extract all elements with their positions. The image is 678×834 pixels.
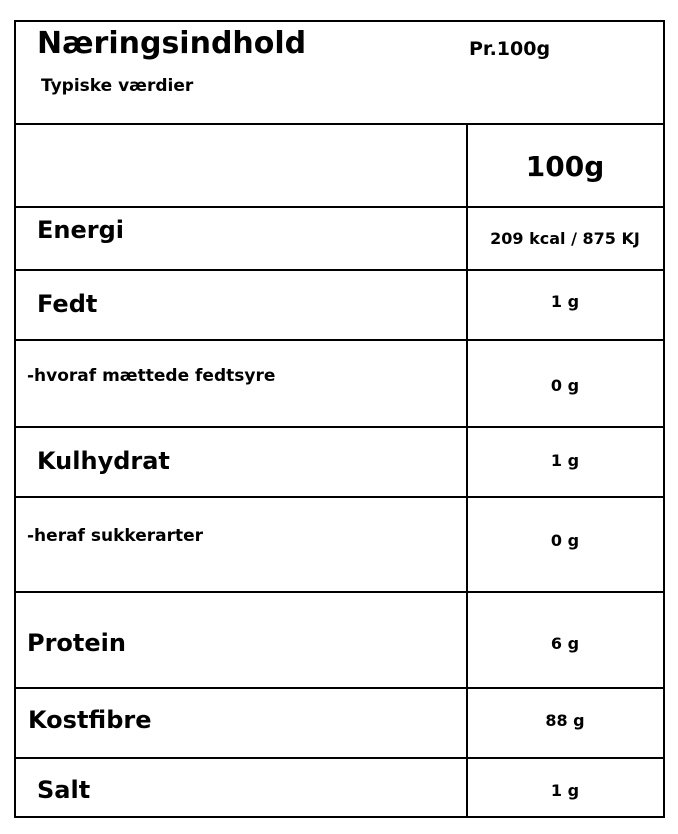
row-label-energi: Energi [37,216,124,244]
row-value-salt: 1 g [550,781,580,800]
divider [14,206,665,208]
subtitle: Typiske værdier [41,76,194,96]
row-label-fedt: Fedt [37,290,98,318]
nutrition-label-frame [14,20,665,818]
row-label-salt: Salt [37,776,91,804]
page-title: Næringsindhold [37,26,307,61]
row-label-protein: Protein [27,629,126,657]
row-value-kostfibre: 88 g [545,711,585,730]
row-label-kulhydrat: Kulhydrat [37,447,170,475]
row-value-protein: 6 g [550,634,580,653]
divider [14,496,665,498]
divider [14,269,665,271]
divider [14,757,665,759]
row-value-sukkerarter: 0 g [550,531,580,550]
column-header: 100g [525,150,605,183]
row-value-kulhydrat: 1 g [550,451,580,470]
row-label-maettede-fedtsyre: -hvoraf mættede fedtsyre [27,366,276,386]
divider [14,123,665,125]
row-label-sukkerarter: -heraf sukkerarter [27,526,204,546]
per-100g-label: Pr.100g [469,38,551,60]
row-value-energi: 209 kcal / 875 KJ [490,229,640,248]
row-value-fedt: 1 g [550,292,580,311]
row-label-kostfibre: Kostfibre [28,706,152,734]
divider [14,339,665,341]
divider [14,687,665,689]
divider [14,426,665,428]
divider [14,591,665,593]
row-value-maettede-fedtsyre: 0 g [550,376,580,395]
